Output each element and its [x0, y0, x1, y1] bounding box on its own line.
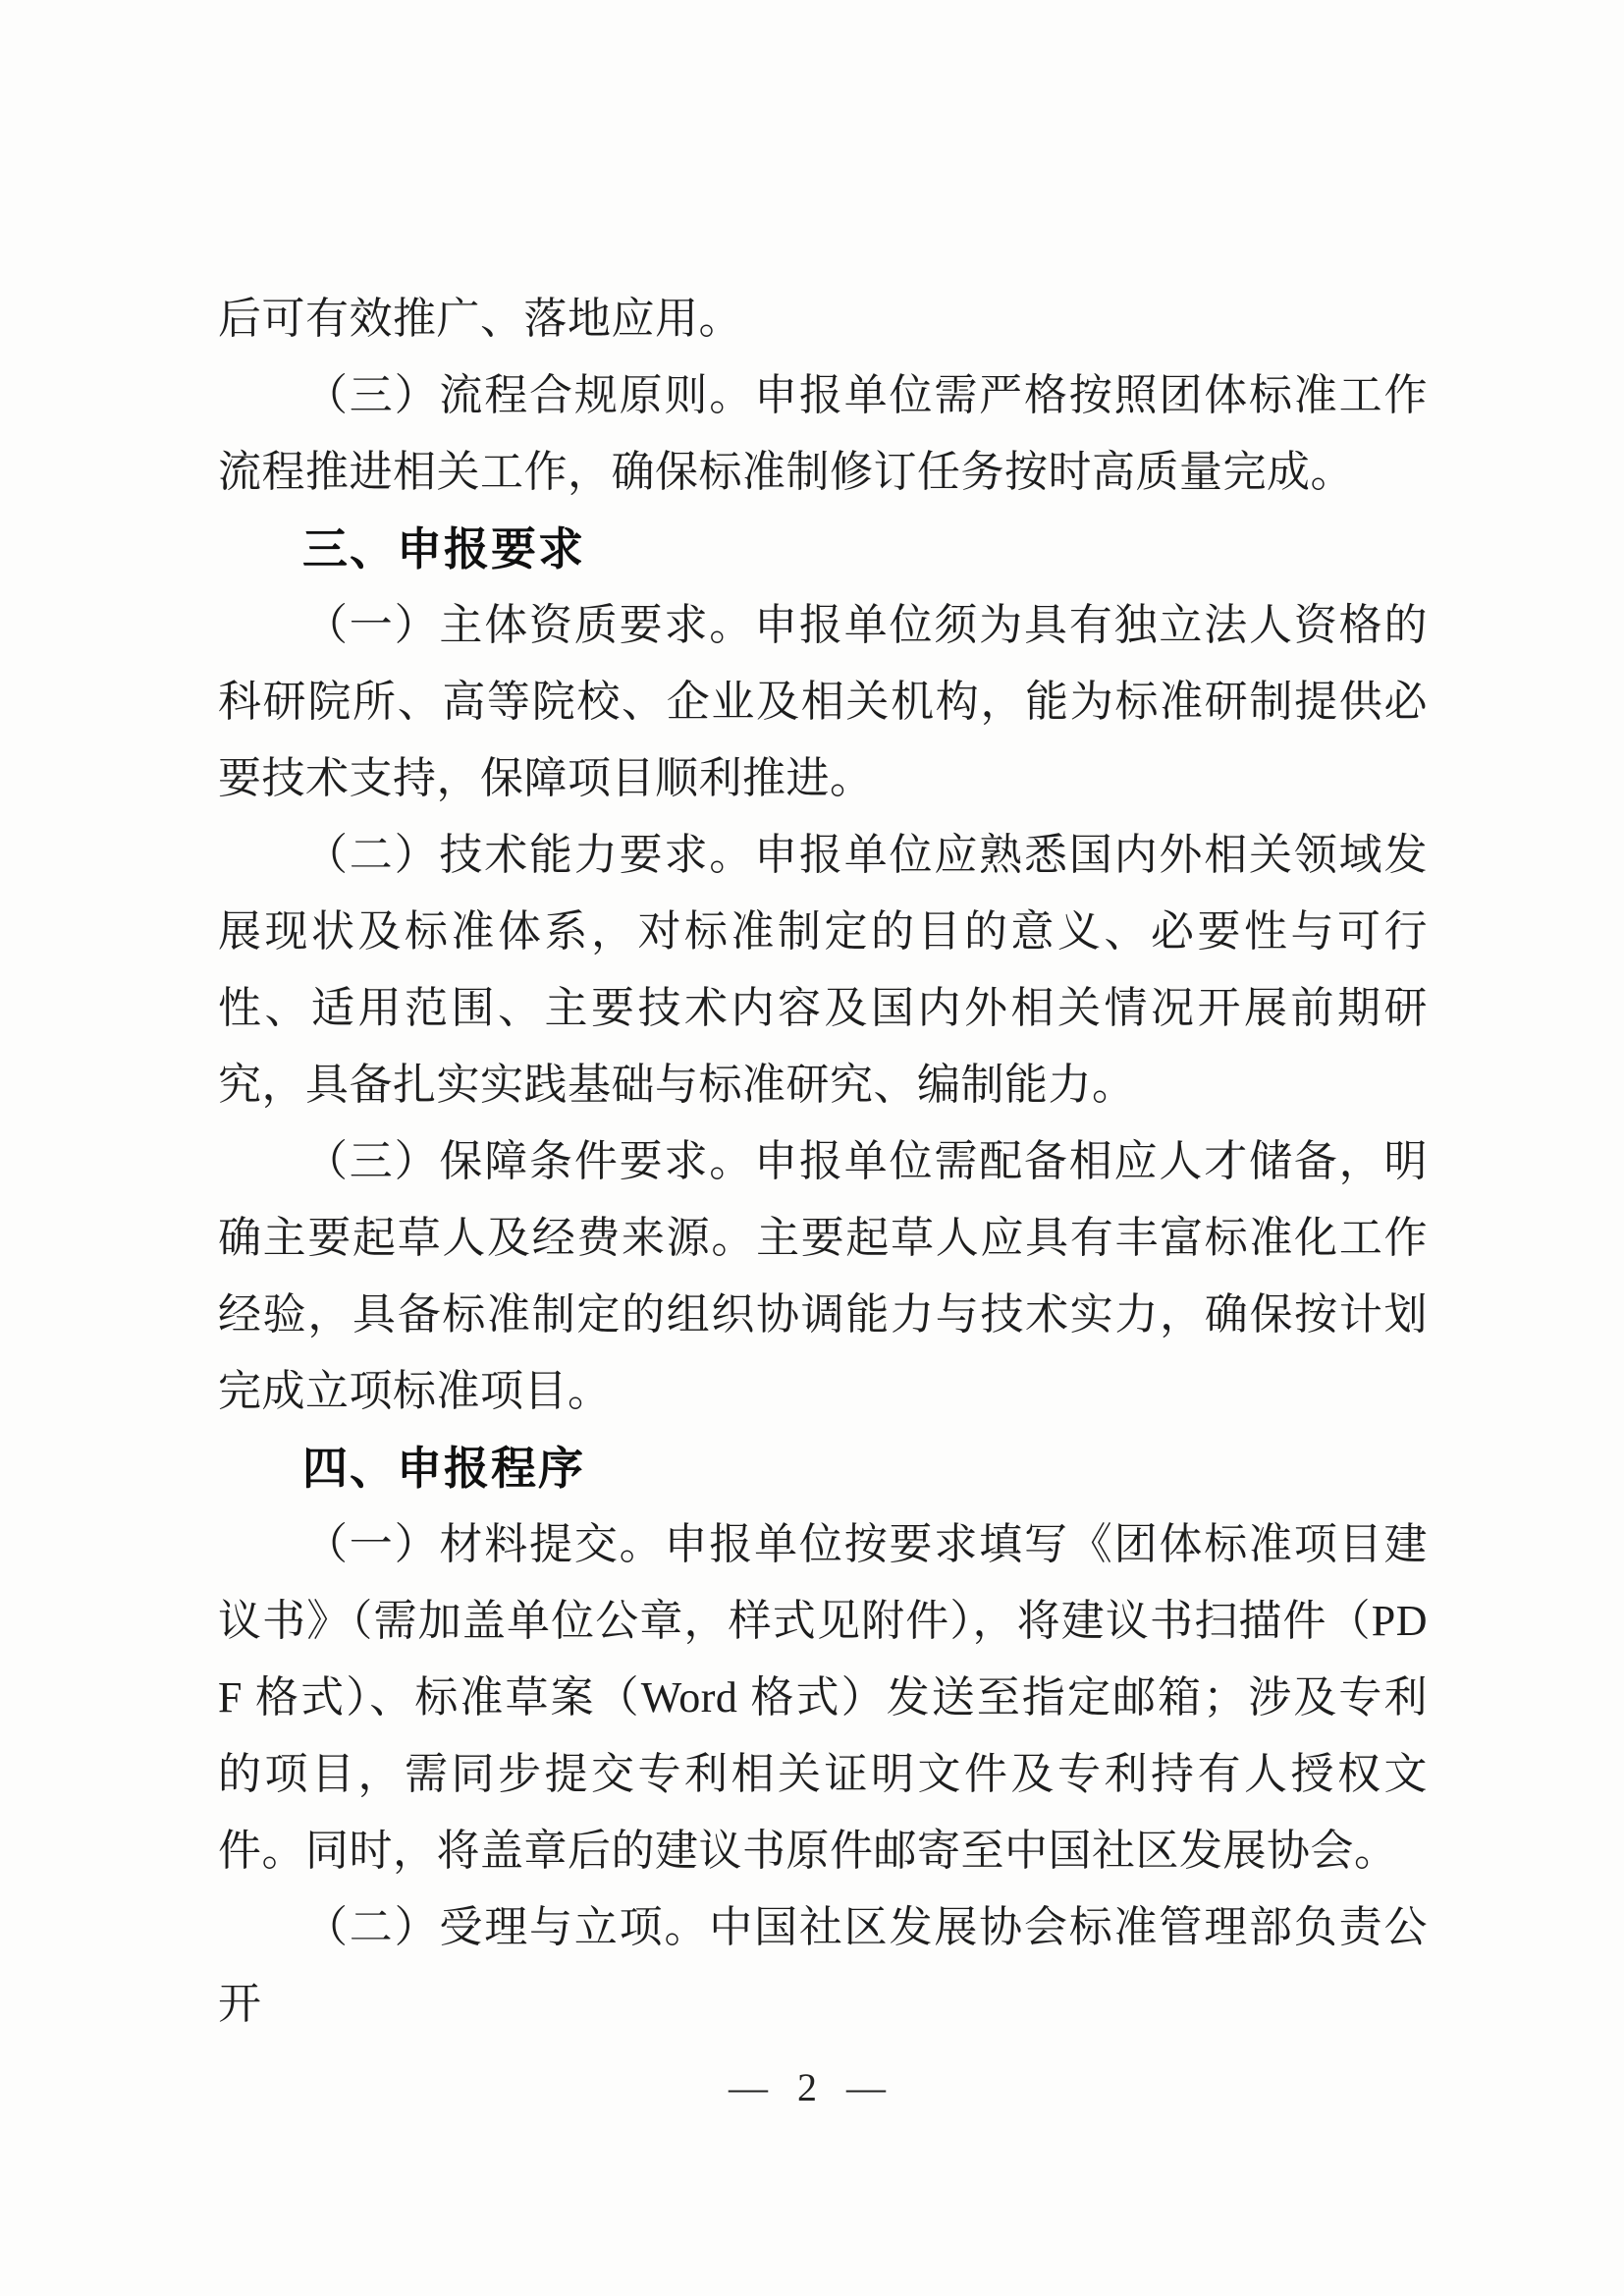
- heading-application-requirements: 三、申报要求: [302, 523, 585, 574]
- paragraph-process-compliance-principle: （三）流程合规原则。申报单位需严格按照团体标准工作流程推进相关工作，确保标准制修订任务按时高质量完成。: [218, 371, 1428, 496]
- paragraph-acceptance-and-approval: （二）受理与立项。中国社区发展协会标准管理部负责公开: [218, 1903, 1428, 2028]
- paragraph-subject-qualification-requirement: （一）主体资质要求。申报单位须为具有独立法人资格的科研院所、高等院校、企业及相关机构，能为标准研制提供必要技术支持，保障项目顺利推进。: [218, 601, 1428, 802]
- heading-application-procedure: 四、申报程序: [302, 1443, 585, 1494]
- paragraph-support-condition-requirement: （三）保障条件要求。申报单位需配备相应人才储备，明确主要起草人及经费来源。主要起草人应具有丰富标准化工作经验，具备标准制定的组织协调能力与技术实力，确保按计划完成立项标准项目。: [218, 1137, 1428, 1415]
- page-number: — 2 —: [729, 2065, 895, 2109]
- paragraph-technical-capability-requirement: （二）技术能力要求。申报单位应熟悉国内外相关领域发展现状及标准体系，对标准制定的目的意义、必要性与可行性、适用范围、主要技术内容及国内外相关情况开展前期研究，具备扎实实践基础与标准研究、编制能力。: [218, 831, 1428, 1109]
- paragraph-material-submission: （一）材料提交。申报单位按要求填写《团体标准项目建议书》（需加盖单位公章，样式见附件），将建议书扫描件（PDF 格式）、标准草案（Word 格式）发送至指定邮箱；涉及专利的项目，需同步提交专利相关证明文件及专利持有人授权文件。同时，将盖章后的建议书原件邮寄至中国社区发展协会。: [218, 1520, 1428, 1875]
- paragraph-promotion-conclusion: 后可有效推广、落地应用。: [218, 295, 742, 343]
- document-body: [218, 281, 1428, 2043]
